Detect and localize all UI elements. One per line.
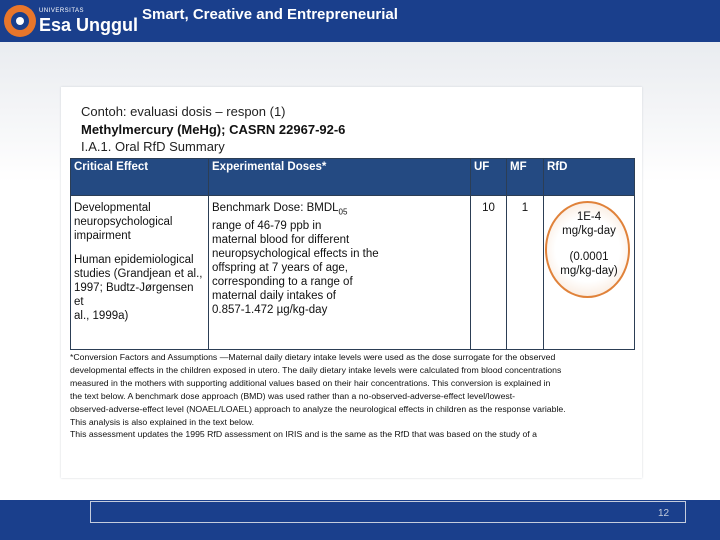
rfd-cell: [544, 196, 635, 350]
footnote-line: This assessment updates the 1995 RfD assessment on IRIS and is the same as the RfD that was based on the study of a: [70, 429, 537, 440]
footnote-line: observed-adverse-effect level (NOAEL/LOAEL) approach to analyze the neurological effects in children as the response variable.: [70, 403, 566, 414]
table-row: [71, 196, 635, 350]
header-rfd: RfD: [544, 159, 635, 196]
footnote-line: *Conversion Factors and Assumptions —Maternal daily dietary intake levels were used as the dose surrogate for the observed: [70, 352, 556, 362]
header-mf: MF: [507, 159, 544, 196]
critical-effect-cell: [71, 196, 209, 350]
tagline: Smart, Creative and Entrepreneurial: [142, 6, 398, 23]
study-reference-line: et: [74, 296, 84, 308]
footer-frame: [90, 501, 686, 523]
section-title: I.A.1. Oral RfD Summary: [81, 139, 225, 154]
header-bar: [0, 0, 720, 42]
study-reference-line: studies (Grandjean et al.,: [74, 268, 203, 280]
dose-line: corresponding to a range of: [212, 276, 353, 289]
dose-line: [212, 201, 467, 219]
critical-effect-line: impairment: [74, 230, 131, 242]
rfd-unit-alt: mg/kg-day): [560, 265, 618, 277]
substance-title: Methylmercury (MeHg); CASRN 22967-92-6: [81, 122, 346, 137]
dose-line: neuropsychological effects in the: [212, 248, 379, 261]
bmdl-subscript: 05: [338, 207, 348, 217]
mf-cell: 1: [507, 196, 544, 350]
university-logo: [4, 3, 138, 39]
rfd-summary-table: [70, 158, 635, 350]
dose-line: maternal daily intakes of: [212, 290, 337, 303]
header-critical-effect: Critical Effect: [71, 159, 209, 196]
footnote-line: developmental effects in the children exposed in utero. The daily dietary intake levels were calculated from blood concentrations: [70, 364, 562, 375]
rfd-value: 1E-4: [576, 211, 602, 223]
dose-line: 0.857-1.472 µg/kg-day: [212, 304, 328, 317]
critical-effect-line: Developmental: [74, 202, 151, 214]
dose-line: offspring at 7 years of age,: [212, 262, 348, 275]
logo-name: Esa Unggul: [39, 14, 139, 35]
critical-effect-line: neuropsychological: [74, 216, 173, 228]
logo-text: [39, 8, 138, 35]
uf-cell: 10: [471, 196, 507, 350]
footnote-line: measured in the mothers with supporting additional values based on their hair concentrations. This conversion is explained in: [70, 377, 551, 388]
logo-university-label: UNIVERSITAS: [39, 7, 85, 14]
footnote: [70, 351, 635, 441]
header-experimental-doses: Experimental Doses*: [209, 159, 471, 196]
dose-line: range of 46-79 ppb in: [212, 220, 322, 233]
footnote-line: the text below. A benchmark dose approach (BMD) was used rather than a no-observed-adverse-effect level/lowest-: [70, 390, 516, 401]
bmdl-label: Benchmark Dose: BMDL: [212, 202, 339, 214]
table-header-row: [71, 159, 635, 196]
study-reference-line: 1997; Budtz-Jørgensen: [74, 282, 194, 294]
dose-line: maternal blood for different: [212, 234, 350, 247]
document-image: [61, 87, 642, 478]
footnote-line: This analysis is also explained in the text below.: [70, 416, 254, 427]
example-title: Contoh: evaluasi dosis – respon (1): [81, 104, 286, 119]
rfd-value-alt: (0.0001: [569, 251, 609, 263]
header-uf: UF: [471, 159, 507, 196]
study-reference-line: Human epidemiological: [74, 254, 194, 266]
page-number: 12: [658, 508, 670, 519]
experimental-doses-cell: [209, 196, 471, 350]
logo-emblem-icon: [4, 5, 36, 37]
study-reference-line: al., 1999a): [74, 310, 129, 322]
rfd-unit: mg/kg-day: [562, 225, 616, 237]
